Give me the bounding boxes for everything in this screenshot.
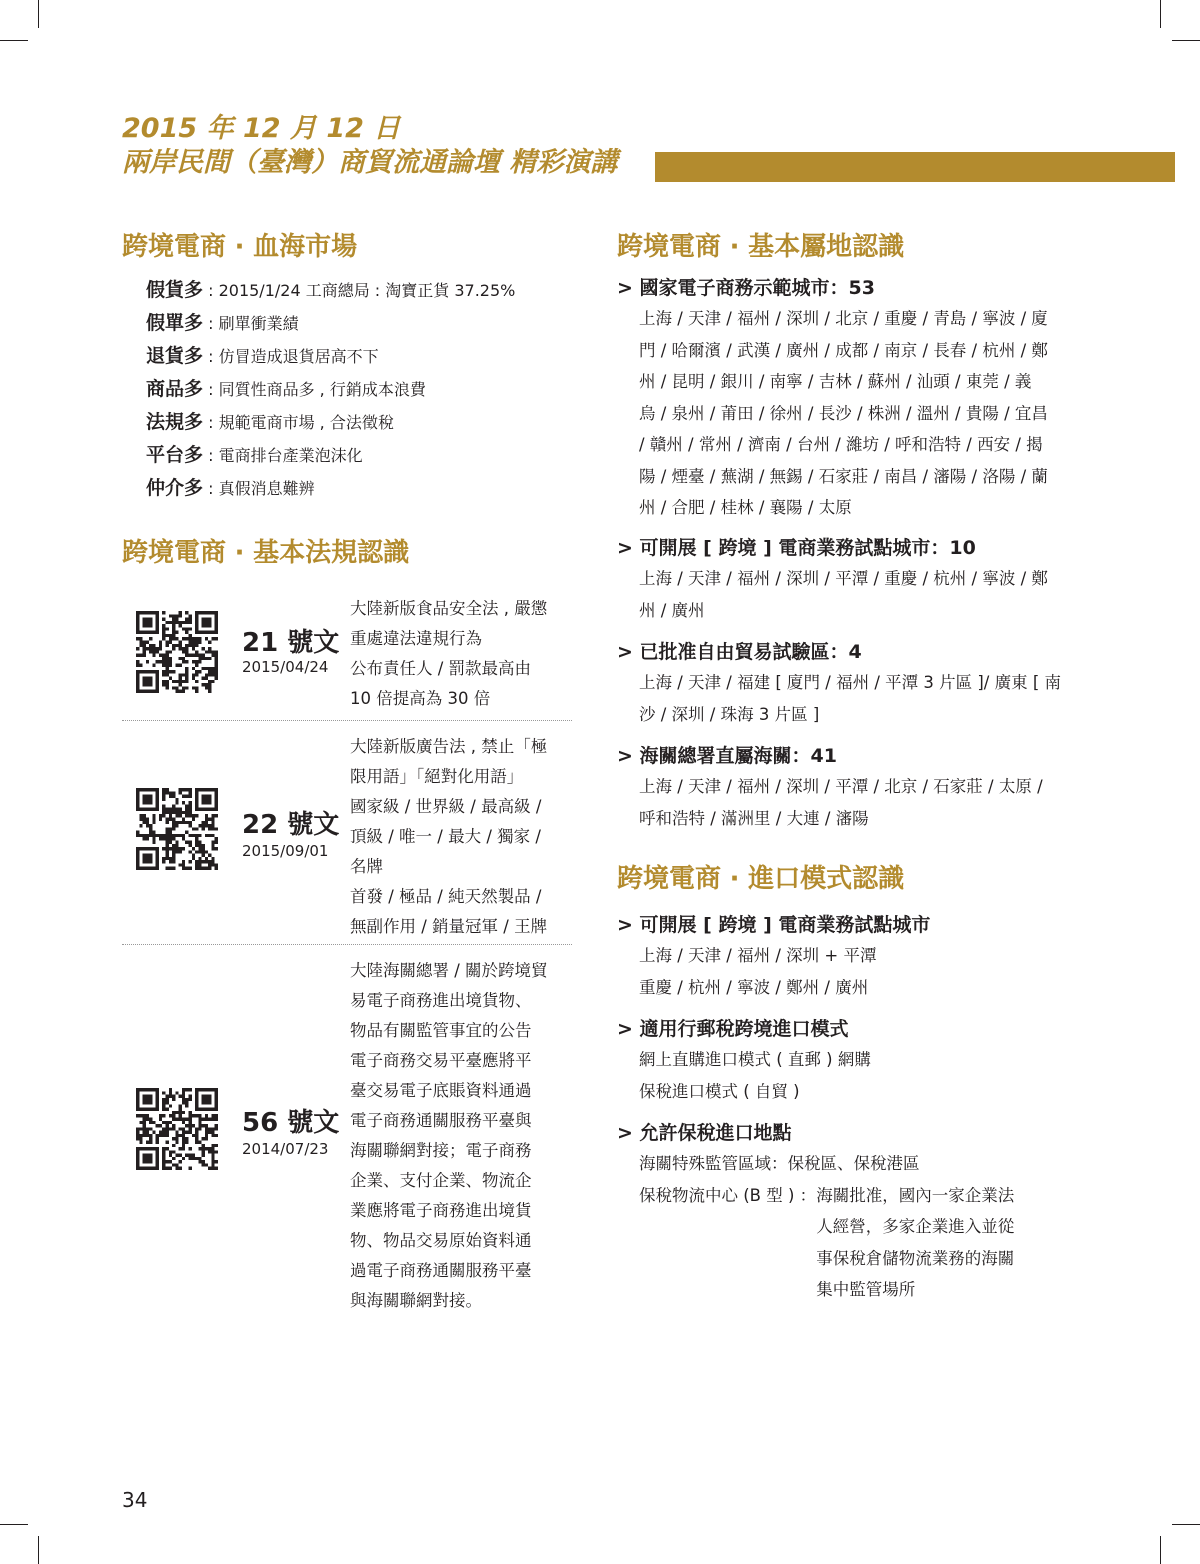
text-line: 公布責任人 / 罰款最高由 (350, 659, 532, 678)
item-heading: > 可開展 [ 跨境 ] 電商業務試點城市 (617, 914, 931, 936)
item-body (617, 1044, 1072, 1107)
divider (122, 944, 572, 945)
item-key: 假單多 (146, 312, 204, 334)
crop-mark (38, 1536, 39, 1564)
section-title-laws: 跨境電商 ‧ 基本法規認識 (122, 538, 410, 568)
header-accent-bar (655, 152, 1175, 182)
item-value: : 同質性商品多 , 行銷成本浪費 (203, 380, 426, 399)
list-item (146, 307, 515, 340)
divider (122, 720, 572, 721)
text-line: 業應將電子商務進出境貨 (350, 1201, 532, 1220)
text-line: 州 / 廣州 (639, 600, 705, 620)
text-line: 電子商務交易平臺應將平 (350, 1051, 532, 1070)
text-line: 與海關聯網對接。 (350, 1291, 482, 1310)
qr-code-icon (136, 611, 218, 693)
text-line: 州 / 合肥 / 桂林 / 襄陽 / 太原 (639, 498, 852, 517)
page-header (122, 112, 617, 180)
import-item-bonded-locations (617, 1118, 1072, 1306)
item-value: : 刷單衝業績 (203, 314, 299, 333)
law-description (350, 594, 572, 714)
text-line: 烏 / 泉州 / 莆田 / 徐州 / 長沙 / 株洲 / 溫州 / 貴陽 / 宜昌 (639, 403, 1048, 423)
text-line: 過電子商務通關服務平臺 (350, 1261, 532, 1280)
list-item (146, 439, 515, 472)
basic-item-customs (617, 741, 1072, 834)
item-heading: > 適用行郵稅跨境進口模式 (617, 1018, 849, 1040)
item-key: 仲介多 (146, 477, 204, 499)
text-line: 海關特殊監管區域：保稅區、保稅港區 (639, 1154, 920, 1173)
law-date: 2015/09/01 (242, 842, 329, 860)
item-body (617, 563, 1072, 626)
item-body (617, 940, 1072, 1003)
text-line: 10 倍提高為 30 倍 (350, 689, 491, 708)
text-line: 物品有關監管事宜的公告 (350, 1021, 532, 1040)
crop-mark (0, 40, 28, 41)
market-list (146, 274, 515, 505)
header-title: 兩岸民間（臺灣）商貿流通論壇 精彩演講 (122, 147, 618, 178)
law-date: 2015/04/24 (242, 658, 329, 676)
law-number: 22 號文 (242, 810, 340, 840)
list-item (146, 373, 515, 406)
text-line: 上海 / 天津 / 福州 / 深圳 / 平潭 / 北京 / 石家莊 / 太原 / (639, 777, 1043, 796)
page-number: 34 (122, 1488, 148, 1512)
text-line: 企業、支付企業、物流企 (350, 1171, 532, 1190)
list-item (146, 406, 515, 439)
text-line: 國家級 / 世界級 / 最高級 / (350, 797, 542, 816)
item-key: 商品多 (146, 378, 204, 400)
item-value: : 電商排台產業泡沫化 (203, 446, 363, 465)
text-line: 大陸新版廣告法 , 禁止「極 (350, 737, 548, 756)
text-line: 州 / 昆明 / 銀川 / 南寧 / 吉林 / 蘇州 / 汕頭 / 東莞 / 義 (639, 372, 1032, 391)
item-body (617, 771, 1072, 834)
text-line: 大陸海關總署 / 關於跨境貿 (350, 961, 548, 980)
text-line: 臺交易電子底賬資料通過 (350, 1081, 532, 1100)
basic-item-free-trade (617, 637, 1072, 730)
qr-code-icon (136, 1088, 218, 1170)
crop-mark (1160, 1536, 1161, 1564)
item-body (617, 667, 1072, 730)
crop-mark (1160, 0, 1161, 28)
list-item (146, 472, 515, 505)
text-line: 海關聯網對接；電子商務 (350, 1141, 532, 1160)
list-item (146, 274, 515, 307)
crop-mark (1172, 1524, 1200, 1525)
text-line: 事保稅倉儲物流業務的海關 (816, 1248, 1015, 1268)
item-heading: > 海關總署直屬海關：41 (617, 745, 837, 767)
text-line: 網上直購進口模式 ( 直郵 ) 網購 (639, 1050, 871, 1069)
item-key: 法規多 (146, 411, 204, 433)
item-value: : 規範電商市場 , 合法徵稅 (203, 413, 394, 432)
text-line: 人經營，多家企業進入並從 (816, 1217, 1015, 1236)
crop-mark (38, 0, 39, 28)
header-date: 2015 年 12 月 12 日 (122, 113, 401, 144)
text-line: 首發 / 極品 / 純天然製品 / (350, 887, 542, 906)
import-item-postal-tax (617, 1014, 1072, 1107)
text-line: 上海 / 天津 / 福州 / 深圳 / 北京 / 重慶 / 青島 / 寧波 / 廈 (639, 309, 1048, 328)
section-title-market: 跨境電商 ‧ 血海市場 (122, 232, 358, 262)
text-line: 頂級 / 唯一 / 最大 / 獨家 / (350, 827, 541, 846)
text-line: 門 / 哈爾濱 / 武漢 / 廣州 / 成都 / 南京 / 長春 / 杭州 / 鄭 (639, 340, 1048, 360)
text-line: 重處違法違規行為 (350, 629, 482, 648)
basic-item-pilot-cities (617, 533, 1072, 626)
crop-mark (0, 1524, 28, 1525)
item-key: 假貨多 (146, 279, 204, 301)
text-line: 陽 / 煙臺 / 蕪湖 / 無錫 / 石家莊 / 南昌 / 瀋陽 / 洛陽 / 蘭 (639, 466, 1048, 486)
item-heading: > 已批准自由貿易試驗區：4 (617, 641, 862, 663)
law-description (350, 732, 572, 942)
qr-code-icon (136, 788, 218, 870)
definition-label: 保稅物流中心 (B 型 ) ： (639, 1185, 817, 1205)
import-item-pilot-cities (617, 910, 1072, 1003)
definition-text (816, 1180, 1014, 1306)
section-title-import: 跨境電商 ‧ 進口模式認識 (617, 864, 905, 894)
item-value: : 2015/1/24 工商總局 : 淘寶正貨 37.25% (203, 281, 516, 300)
item-value: : 真假消息難辨 (203, 479, 315, 498)
item-key: 平台多 (146, 444, 204, 466)
law-number: 56 號文 (242, 1108, 340, 1138)
item-body (617, 303, 1072, 524)
text-line: 海關批准，國內一家企業法 (816, 1185, 1015, 1205)
item-body (617, 1148, 1072, 1306)
item-value: : 仿冒造成退貨居高不下 (203, 347, 379, 366)
law-description (350, 956, 572, 1316)
text-line: 物、物品交易原始資料通 (350, 1231, 532, 1250)
definition-row (639, 1180, 1072, 1306)
item-heading: > 國家電子商務示範城市：53 (617, 277, 875, 299)
text-line: 電子商務通關服務平臺與 (350, 1111, 532, 1130)
list-item (146, 340, 515, 373)
law-block-22 (122, 732, 572, 940)
text-line: 上海 / 天津 / 福州 / 深圳 / 平潭 / 重慶 / 杭州 / 寧波 / 鄭 (639, 569, 1048, 588)
law-date: 2014/07/23 (242, 1140, 329, 1158)
text-line: 呼和浩特 / 滿洲里 / 大連 / 瀋陽 (639, 808, 869, 828)
text-line: 名牌 (350, 857, 383, 876)
item-heading: > 可開展 [ 跨境 ] 電商業務試點城市：10 (617, 537, 976, 559)
text-line: 限用語」「絕對化用語」 (350, 767, 524, 786)
section-title-basic: 跨境電商 ‧ 基本屬地認識 (617, 232, 905, 262)
text-line: 沙 / 深圳 / 珠海 3 片區 ] (639, 704, 820, 724)
text-line: 上海 / 天津 / 福州 / 深圳 + 平潭 (639, 946, 877, 965)
item-key: 退貨多 (146, 345, 204, 367)
text-line: 上海 / 天津 / 福建 [ 廈門 / 福州 / 平潭 3 片區 ]/ 廣東 [ 南 (639, 673, 1062, 692)
law-block-21 (122, 594, 572, 714)
text-line: / 贛州 / 常州 / 濟南 / 台州 / 濰坊 / 呼和浩特 / 西安 / 揭 (639, 435, 1043, 454)
law-number: 21 號文 (242, 628, 340, 658)
text-line: 重慶 / 杭州 / 寧波 / 鄭州 / 廣州 (639, 977, 869, 997)
text-line: 集中監管場所 (816, 1280, 916, 1299)
crop-mark (1172, 40, 1200, 41)
law-block-56 (122, 956, 572, 1310)
item-heading: > 允許保稅進口地點 (617, 1122, 792, 1144)
text-line: 保稅進口模式 ( 自貿 ) (639, 1081, 800, 1101)
text-line: 大陸新版食品安全法 , 嚴懲 (350, 599, 548, 618)
text-line: 易電子商務進出境貨物、 (350, 991, 532, 1010)
basic-item-demo-cities (617, 273, 1072, 524)
text-line: 無副作用 / 銷量冠軍 / 王牌 (350, 917, 548, 936)
